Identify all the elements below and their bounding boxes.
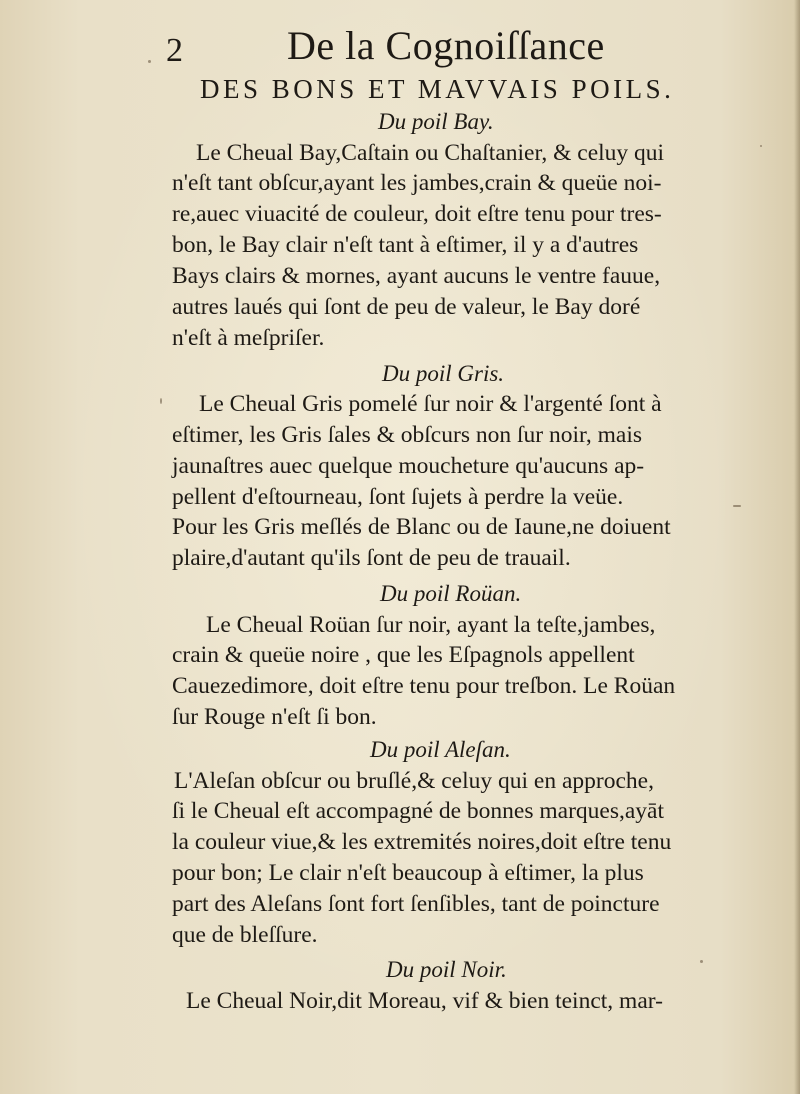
text-line: part des Aleſans ſont fort ſenſibles, tant de poincture	[172, 891, 660, 917]
paper-speck	[160, 398, 162, 404]
text-line: n'eſt tant obſcur,ayant les jambes,crain & queüe noi-	[172, 170, 662, 196]
text-line: Le Cheual Gris pomelé ſur noir & l'argenté ſont à	[199, 391, 662, 417]
text-line: Pour les Gris meſlés de Blanc ou de Iaune,ne doiuent	[172, 514, 671, 540]
text-line: pour bon; Le clair n'eſt beaucoup à eſtimer, la plus	[172, 860, 644, 886]
paper-speck	[760, 145, 762, 147]
text-line: que de bleſſure.	[172, 922, 318, 948]
text-line: Le Cheual Bay,Caſtain ou Chaſtanier, & celuy qui	[196, 140, 665, 166]
paper-speck	[148, 60, 151, 63]
heading-poil-rouan: Du poil Roüan.	[380, 581, 522, 606]
section-title: DES BONS ET MAVVAIS POILS.	[200, 74, 675, 104]
paper-speck	[733, 505, 741, 507]
text-line: autres laués qui ſont de peu de valeur, le Bay doré	[172, 294, 641, 320]
text-line: crain & queüe noire , que les Eſpagnols appellent	[172, 642, 635, 668]
text-line: ſi le Cheual eſt accompagné de bonnes marques,ayāt	[172, 798, 665, 824]
text-line: Le Cheual Noir,dit Moreau, vif & bien teinct, mar-	[186, 988, 663, 1014]
heading-poil-alesan: Du poil Aleſan.	[370, 737, 511, 762]
text-line: la couleur viue,& les extremités noires,doit eſtre tenu	[172, 829, 672, 855]
paper-speck	[700, 960, 703, 963]
text-line: Cauezedimore, doit eſtre tenu pour treſbon. Le Roüan	[172, 673, 676, 699]
running-title: De la Cognoiſſance	[287, 23, 605, 68]
text-line: Bays clairs & mornes, ayant aucuns le ventre fauue,	[172, 263, 661, 289]
text-line: pellent d'eſtourneau, ſont ſujets à perdre la veüe.	[172, 484, 624, 510]
text-line: bon, le Bay clair n'eſt tant à eſtimer, il y a d'autres	[172, 232, 639, 258]
text-line: ſur Rouge n'eſt ſi bon.	[172, 704, 377, 730]
text-line: n'eſt à meſpriſer.	[172, 325, 325, 351]
heading-poil-bay: Du poil Bay.	[378, 109, 494, 134]
text-line: re,auec viuacité de couleur, doit eſtre tenu pour tres-	[172, 201, 662, 227]
text-line: Le Cheual Roüan ſur noir, ayant la teſte,jambes,	[206, 612, 656, 638]
page-number: 2	[166, 32, 183, 69]
text-line: eſtimer, les Gris ſales & obſcurs non ſur noir, mais	[172, 422, 642, 448]
text-line: plaire,d'autant qu'ils ſont de peu de trauail.	[172, 545, 571, 571]
heading-poil-gris: Du poil Gris.	[382, 361, 505, 386]
text-line: L'Aleſan obſcur ou bruſlé,& celuy qui en approche,	[174, 768, 654, 794]
text-line: jaunaſtres auec quelque moucheture qu'aucuns ap-	[172, 453, 645, 479]
heading-poil-noir: Du poil Noir.	[386, 957, 507, 982]
